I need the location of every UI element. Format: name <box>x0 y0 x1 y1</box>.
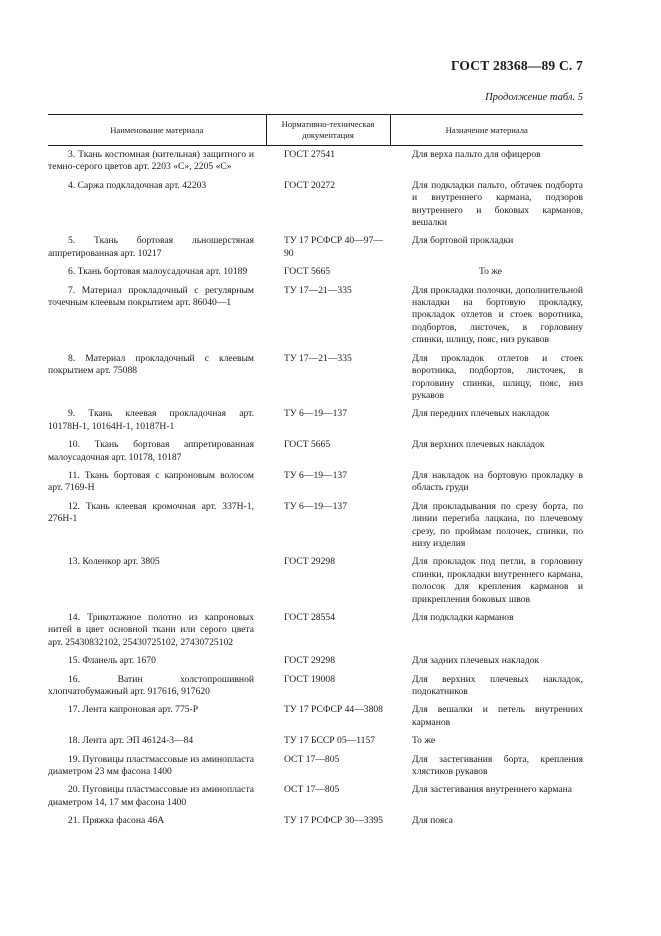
table-row <box>48 405 583 436</box>
material-doc: ТУ 17 РСФСР 40—97—90 <box>284 235 383 259</box>
material-name: 16. Ватин холстопрошивной хлопчатобумажный арт. 917616, 917620 <box>48 673 254 698</box>
material-name: 5. Ткань бортовая льношерстяная аппретированная арт. 10217 <box>48 235 254 259</box>
material-purpose: Для верхних плечевых накладок <box>412 439 545 451</box>
material-name: 8. Материал прокладочный с клеевым покрытием арт. 75088 <box>48 352 254 377</box>
material-doc: ТУ 6—19—137 <box>284 408 348 420</box>
material-purpose: Для прокладывания по срезу борта, по линии перегиба лацкана, по плечевому срезу, по проймам полочек, спинки, по низу изделия <box>412 500 583 549</box>
material-purpose: Для накладок на бортовую прокладку в область груди <box>412 469 583 494</box>
materials-table <box>48 114 583 831</box>
material-doc: ТУ 17 РСФСР 30—3395 <box>284 815 383 827</box>
material-doc: ГОСТ 29298 <box>284 556 335 568</box>
table-row <box>48 732 583 750</box>
table-row <box>48 781 583 812</box>
material-purpose: Для подкладки пальто, обтачек подборта и внутреннего кармана, подзоров внутреннего и боковых карманов, вешалки <box>412 179 583 229</box>
material-doc: ТУ 17 БССР 05—1157 <box>284 735 376 747</box>
table-row <box>48 232 583 263</box>
material-purpose: Для прокладок под петли, в горловину спинки, прокладки внутреннего кармана, полосок для крепления карманов и прикрепления боковых швов <box>412 556 583 605</box>
material-doc: ТУ 17—21—335 <box>284 352 352 364</box>
table-row <box>48 498 583 554</box>
material-name: 6. Ткань бортовая малоусадочная арт. 10189 <box>68 266 248 278</box>
material-name: 18. Лента арт. ЭП 46124-3—84 <box>68 735 194 747</box>
table-row <box>48 701 583 732</box>
page-header: ГОСТ 28368—89 С. 7 <box>450 58 583 73</box>
material-name: 12. Ткань клеевая кромочная арт. 337Н-1, 276Н-1 <box>48 500 254 525</box>
material-doc: ГОСТ 19008 <box>284 673 335 685</box>
material-purpose: То же <box>412 735 436 747</box>
table-continuation-note: Продолжение табл. 5 <box>485 92 583 103</box>
material-purpose: То же <box>478 266 503 278</box>
table-row <box>48 282 583 350</box>
column-header-documentation: Нормативно-техническая документация <box>266 115 390 146</box>
material-doc: ТУ 17—21—335 <box>284 284 352 296</box>
table-row <box>48 467 583 498</box>
table-row <box>48 436 583 467</box>
table-row <box>48 812 583 830</box>
material-doc: ГОСТ 5665 <box>284 266 331 278</box>
table-row <box>48 751 583 782</box>
material-purpose: Для верхних плечевых накладок, подокатников <box>412 673 583 698</box>
material-purpose: Для пояса <box>412 815 453 827</box>
table-row <box>48 263 583 281</box>
table-row <box>48 652 583 670</box>
material-purpose: Для застегивания борта, крепления хлястиков рукавов <box>412 753 583 778</box>
material-purpose: Для верха пальто для офицеров <box>412 149 541 160</box>
material-name: 15. Фланель арт. 1670 <box>68 655 156 667</box>
material-doc: ГОСТ 5665 <box>284 439 331 451</box>
table-row <box>48 671 583 702</box>
material-name: 9. Ткань клеевая прокладочная арт. 10178Н-1, 10164Н-1, 10187Н-1 <box>48 408 254 432</box>
table-header-row <box>48 115 583 146</box>
material-name: 11. Ткань бортовая с капроновым волосом арт. 7169-Н <box>48 469 254 494</box>
table-row <box>48 350 583 406</box>
material-doc: ОСТ 17—805 <box>284 784 340 796</box>
material-name: 10. Ткань бортовая аппретированная малоусадочная арт. 10178, 10187 <box>48 439 254 463</box>
material-purpose: Для задних плечевых накладок <box>412 655 540 667</box>
material-name: 19. Пуговицы пластмассовые из аминопласта диаметром 23 мм фасона 1400 <box>48 753 254 778</box>
material-doc: ГОСТ 20272 <box>284 179 335 191</box>
material-name: 13. Коленкор арт. 3805 <box>68 556 160 568</box>
material-purpose: Для передних плечевых накладок <box>412 408 550 420</box>
material-purpose: Для подкладки карманов <box>412 612 514 623</box>
material-doc: ТУ 6—19—137 <box>284 469 348 481</box>
material-name: 14. Трикотажное полотно из капроновых нитей в цвет основной ткани или серого цвета арт. 25430832102, 25430725102, 27430725102 <box>48 612 254 648</box>
column-header-material-name: Наименование материала <box>110 124 204 135</box>
table-row <box>48 609 583 652</box>
material-doc: ТУ 17 РСФСР 44—3808 <box>284 704 383 716</box>
material-purpose: Для прокладок отлетов и стоек воротника, подбортов, листочек, в горловину спинки, шлицу, пояс, низ рукавов <box>412 352 583 401</box>
material-doc: ГОСТ 28554 <box>284 612 335 623</box>
material-doc: ТУ 6—19—137 <box>284 500 348 512</box>
material-name: 7. Материал прокладочный с регулярным точечным клеевым покрытием арт. 86040—1 <box>48 284 254 309</box>
column-header-purpose: Назначение материала <box>390 115 583 146</box>
material-purpose: Для бортовой прокладки <box>412 235 514 247</box>
table-row <box>48 146 583 177</box>
material-purpose: Для застегивания внутреннего кармана <box>412 784 573 796</box>
material-doc: ОСТ 17—805 <box>284 753 340 765</box>
table-row <box>48 553 583 609</box>
material-purpose: Для вешалки и петель внутренних карманов <box>412 704 583 728</box>
material-doc: ГОСТ 27541 <box>284 149 335 160</box>
material-name: 3. Ткань костюмная (кительная) защитного и темно-серого цветов арт. 2203 «С», 2205 «С» <box>48 149 254 173</box>
material-name: 20. Пуговицы пластмассовые из аминопласта диаметром 14, 17 мм фасона 1400 <box>48 784 254 808</box>
material-name: 17. Лента капроновая арт. 775-Р <box>68 704 199 716</box>
material-doc: ГОСТ 29298 <box>284 655 335 667</box>
table-row <box>48 177 583 233</box>
material-name: 4. Саржа подкладочная арт. 42203 <box>68 179 207 191</box>
material-purpose: Для прокладки полочки, дополнительной накладки на бортовую прокладку, прокладок отлетов и стоек воротника, подбортов, листочек, в горловину спинки, шлицу, пояс, низ рукавов <box>412 284 583 346</box>
material-name: 21. Пряжка фасона 46А <box>68 815 165 827</box>
